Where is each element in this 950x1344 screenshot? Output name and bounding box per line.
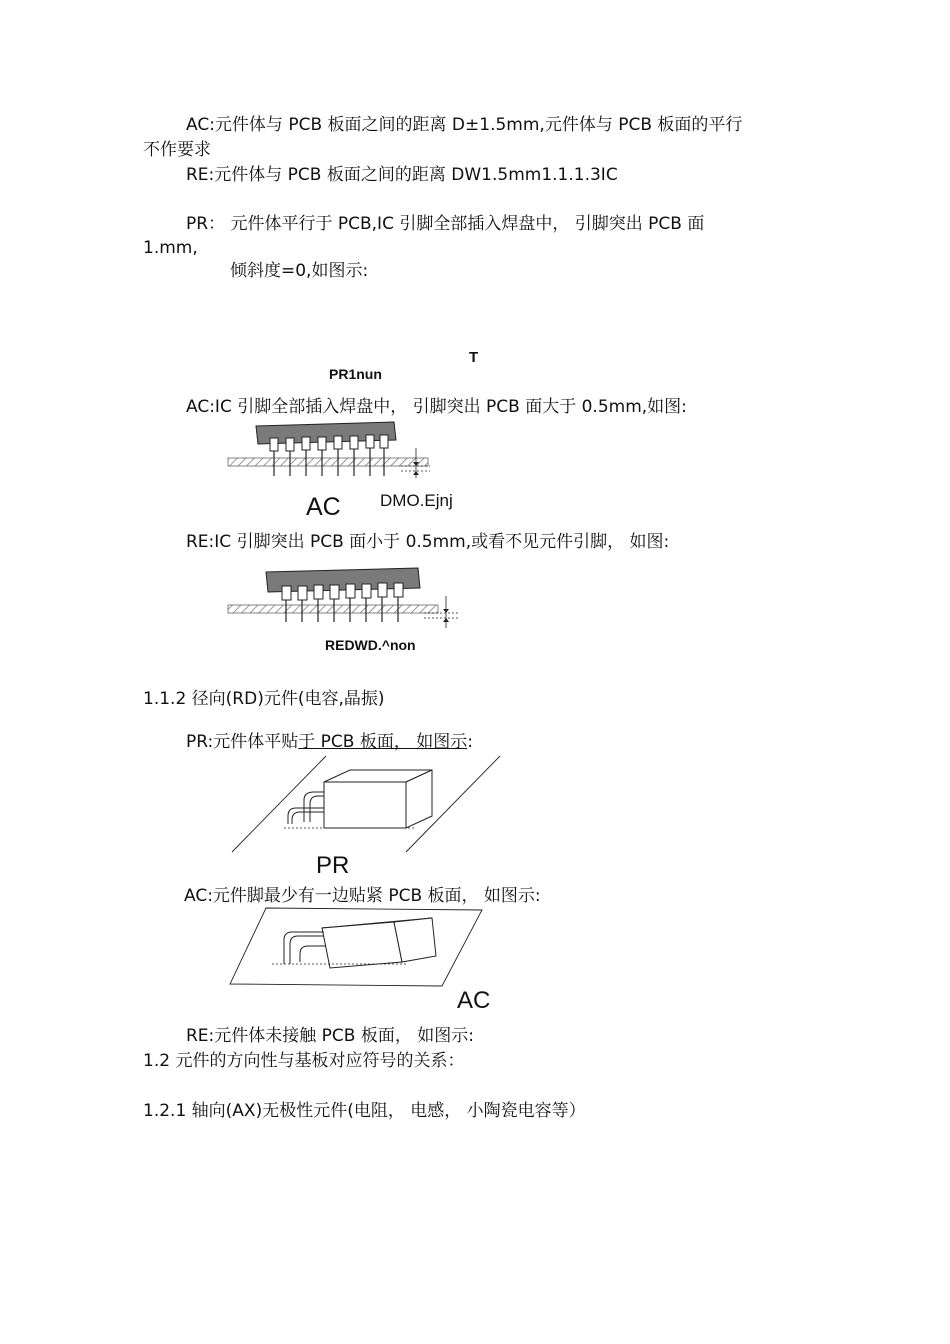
section-1-1-2: 1.1.2 径向(RD)元件(电容,晶振) [143, 689, 385, 709]
rd-ac-figure [226, 906, 486, 988]
rd-re-text: RE:元件体未接触 PCB 板面， 如图示: [186, 1026, 475, 1046]
rd-ac-label: AC [457, 987, 491, 1014]
ic-ac-text: AC:IC 引脚全部插入焊盘中， 引脚突出 PCB 面大于 0.5mm,如图: [186, 397, 687, 417]
rd-pr-text-b: 于 PCB 板面， 如图示 [298, 732, 468, 752]
section-1-2: 1.2 元件的方向性与基板对应符号的关系： [143, 1051, 465, 1071]
ic-ac-figure [226, 418, 436, 480]
ic-re-caption: REDWD.^non [325, 637, 416, 653]
rd-pr-text-a: PR:元件体平贴 [186, 732, 299, 752]
rd-pr-text [186, 731, 473, 753]
rd-pr-figure [226, 752, 502, 856]
section-1-2-1: 1.2.1 轴向(AX)无极性元件(电阻， 电感， 小陶瓷电容等） [143, 1101, 586, 1121]
rd-pr-text-c: : [467, 732, 474, 752]
re-line-1: RE:元件体与 PCB 板面之间的距离 DW1.5mm1.1.1.3IC [186, 165, 618, 185]
ac-line-2: 不作要求 [143, 140, 211, 160]
ic-ac-label: AC [306, 493, 341, 521]
ic-re-text: RE:IC 引脚突出 PCB 面小于 0.5mm,或看不见元件引脚， 如图: [186, 532, 670, 552]
pr-line-2: 1.mm, [143, 238, 198, 258]
rd-ac-text: AC:元件脚最少有一边贴紧 PCB 板面， 如图示: [184, 886, 541, 906]
t-mark-label: T [469, 349, 479, 366]
pr-caption: PR1nun [329, 366, 382, 382]
pr-line-1: PR： 元件体平行于 PCB,IC 引脚全部插入焊盘中， 引脚突出 PCB 面 [186, 214, 705, 234]
ac-line-1: AC:元件体与 PCB 板面之间的距离 D±1.5mm,元件体与 PCB 板面的平行 [186, 115, 743, 135]
pr-line-3: 倾斜度=0,如图示: [230, 261, 369, 281]
rd-pr-label: PR [316, 852, 350, 879]
ic-ac-dim-label: DMO.Ejnj [380, 491, 453, 510]
ic-re-figure [226, 560, 462, 630]
